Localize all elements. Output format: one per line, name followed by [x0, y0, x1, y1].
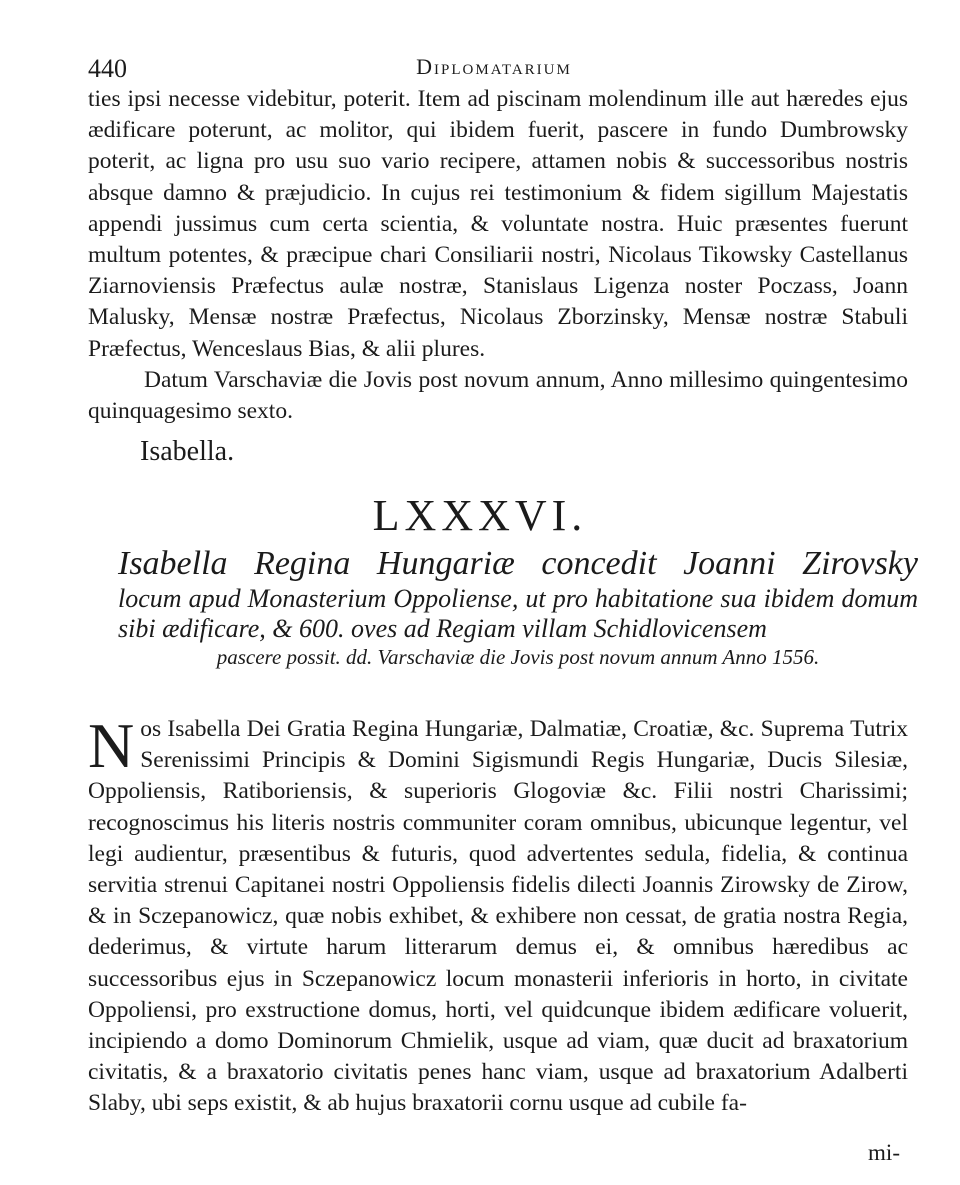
signature: Isabella.: [140, 436, 235, 467]
drop-cap: N: [88, 710, 135, 781]
document-title-line-3: pascere possit. dd. Varschaviæ die Jovis post novum annum Anno 1556.: [216, 645, 820, 669]
body-text: os Isabella Dei Gratia Regina Hungariæ, Dalmatiæ, Croatiæ, &c. Suprema Tutrix Serenissimi Principis & Domini Sigismundi Regis Hungariæ, Ducis Silesiæ, Oppoliensis, Ratiboriensis, & superioris Glogoviæ &c. Filii nostri Charissimi; recognoscimus his literis nostris communiter coram omnibus, ubicunque legentur, vel legi audientur, præsentibus & futuris, quod advertentes sedula, fidelia, & continua servitia strenui Capitanei nostri Oppoliensis fidelis dilecti Joannis Zirowsky de Zirow, & in Sczepanowicz, quæ nobis exhibet, & exhibere non cessat, de gratia nostra Regia, dederimus, & virtute harum litterarum demus ei, & omnibus hæredibus ac successoribus ejus in Sczepanowicz locum monasterii inferioris in horto, in civitate Oppoliensi, pro exstructione domus, horti, vel quidcunque ibidem ædificare voluerit, incipiendo a domo Dominorum Chmielik, usque ad viam, quæ ducit ad braxatorium civitatis, & a braxatorio civitatis penes hanc viam, usque ad braxatorium Adalberti Slaby, ubi seps existit, & ab hujus braxatorii cornu usque ad cubile fa-: [88, 716, 908, 1117]
document-title-line-1: Isabella Regina Hungariæ concedit Joanni Zirovsky: [118, 545, 918, 582]
continued-paragraph: ties ipsi necesse videbitur, poterit. Item ad piscinam molendinum ille aut hæredes ejus ædificare poterunt, ac molitor, qui ibidem fuerit, pascere in fundo Dumbrowsky poterit, ac ligna pro usu suo vario recipere, attamen nobis & successoribus nostris absque damno & præjudicio. In cujus rei testimonium & fidem sigillum Majestatis appendi jussimus cum certa scientia, & voluntate nostra. Huic præsentes fuerunt multum potentes, & præcipue chari Consiliarii nostri, Nicolaus Tikowsky Castellanus Ziarnoviensis Præfectus aulæ nostræ, Stanislaus Ligenza noster Poczass, Joann Malusky, Mensæ nostræ Præfectus, Nicolaus Zborzinsky, Mensæ nostræ Stabuli Præfectus, Wenceslaus Bias, & alii plures.: [88, 86, 908, 362]
document-title-line-2: locum apud Monasterium Oppoliense, ut pro habitatione sua ibidem domum sibi ædificare, & 600. oves ad Regiam villam Schidlovicensem: [118, 584, 918, 643]
document-number: LXXXVI.: [372, 491, 588, 540]
document-body: [88, 710, 908, 1120]
running-head: Diplomatarium: [416, 54, 572, 79]
catchword: mi-: [868, 1140, 900, 1165]
page-header: [88, 44, 900, 84]
dating-clause: Datum Varschaviæ die Jovis post novum annum, Anno millesimo quingentesimo quinquagesimo sexto.: [88, 366, 908, 425]
document-title: [118, 544, 918, 670]
page-number: 440: [88, 54, 127, 83]
continued-document-text: [88, 84, 908, 427]
body-paragraph: [88, 710, 908, 1120]
